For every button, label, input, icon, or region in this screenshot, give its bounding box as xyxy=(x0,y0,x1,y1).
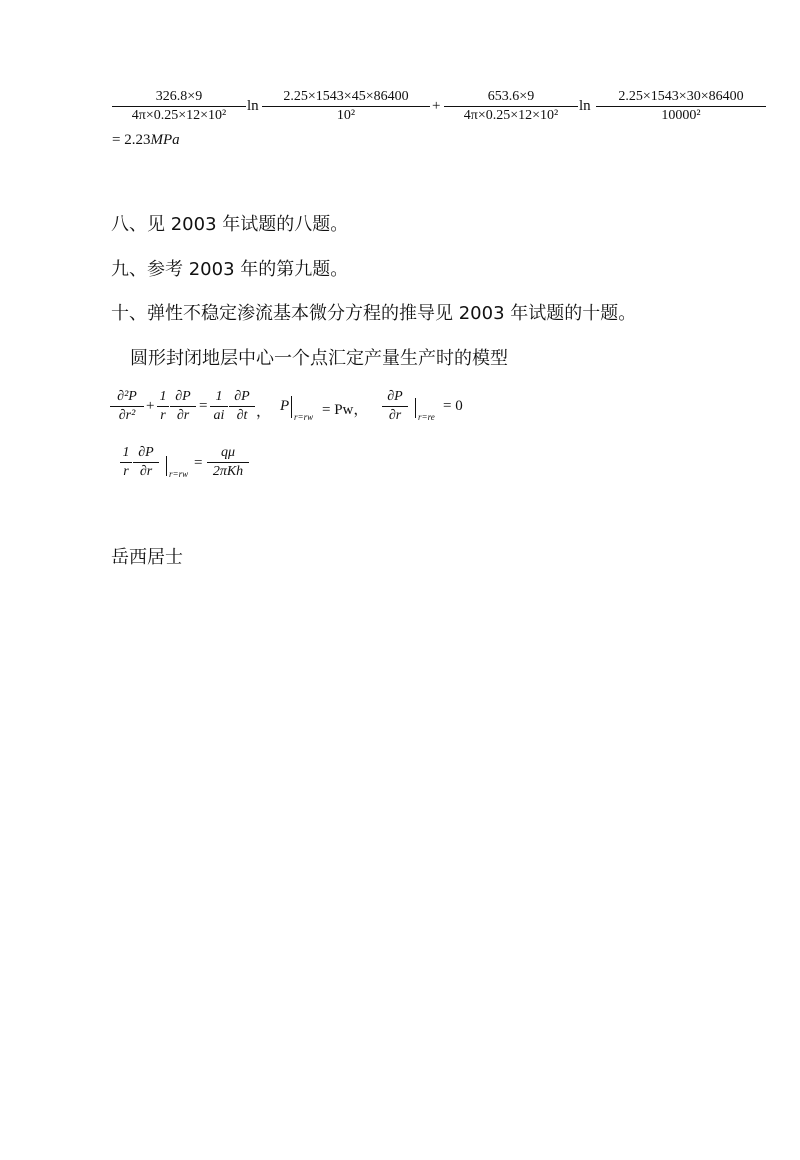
ln-operator-1: ln xyxy=(247,98,259,114)
one-over-r-num: 1 xyxy=(159,389,167,404)
bc3-dr: ∂r xyxy=(139,464,153,479)
model-equals: = xyxy=(199,398,208,414)
bc2-den: ∂r xyxy=(388,408,402,423)
one-over-ai-den: ai xyxy=(213,408,225,423)
dp2-num: ∂P xyxy=(234,389,250,404)
bc3-one: 1 xyxy=(122,445,130,460)
fraction-4-denominator: 10000² xyxy=(661,108,701,123)
dt-den: ∂t xyxy=(236,408,248,423)
d2p-dr2-fraction xyxy=(110,388,144,425)
result-unit: MPa xyxy=(150,132,180,148)
result-line xyxy=(112,132,180,149)
bc3-rhs-den: 2πKh xyxy=(212,464,244,479)
bc3-eval-bar xyxy=(166,456,167,476)
bc3-subscript: r=rw xyxy=(169,469,189,479)
signature: 岳西居士 xyxy=(111,547,183,568)
model-title: 圆形封闭地层中心一个点汇定产量生产时的模型 xyxy=(130,348,508,369)
fraction-3-numerator: 653.6×9 xyxy=(487,89,535,104)
one-over-ai-fraction xyxy=(210,388,228,425)
plus-operator: + xyxy=(432,98,441,114)
fraction-4-numerator: 2.25×1543×30×86400 xyxy=(618,89,744,104)
bc2-fraction xyxy=(382,388,408,425)
bc1-equals: = Pw， xyxy=(322,402,369,418)
one-over-r-fraction xyxy=(157,388,169,425)
fraction-2-numerator: 2.25×1543×45×86400 xyxy=(283,89,409,104)
result-value: = 2.23 xyxy=(112,132,151,148)
paragraph-9: 九、参考 2003 年的第九题。 xyxy=(111,259,349,280)
d2p-numerator: ∂²P xyxy=(117,389,137,404)
dp-dt-fraction xyxy=(229,388,255,425)
bc2-eval-bar xyxy=(415,398,416,418)
fraction-2 xyxy=(262,88,430,125)
dp-dr-fraction xyxy=(170,388,196,425)
ln-operator-2: ln xyxy=(579,98,591,114)
bc1-p: P xyxy=(280,398,290,414)
bc3-rhs-fraction xyxy=(207,444,249,481)
fraction-4 xyxy=(596,88,766,125)
one-over-ai-num: 1 xyxy=(215,389,223,404)
bc1-subscript: r=rw xyxy=(294,412,314,422)
dr-den: ∂r xyxy=(176,408,190,423)
paragraph-8: 八、见 2003 年试题的八题。 xyxy=(111,214,349,235)
model-comma: ， xyxy=(256,404,272,420)
fraction-3-denominator: 4π×0.25×12×10² xyxy=(463,108,559,123)
bc2-equals: = 0 xyxy=(443,398,463,414)
bc2-subscript: r=re xyxy=(418,412,435,422)
fraction-1-denominator: 4π×0.25×12×10² xyxy=(131,108,227,123)
bc3-rhs-num: qμ xyxy=(220,445,236,460)
dr2-denominator: ∂r² xyxy=(118,408,136,423)
model-plus: + xyxy=(146,398,155,414)
bc3-one-over-r xyxy=(120,444,132,481)
bc3-dp: ∂P xyxy=(138,445,154,460)
fraction-1 xyxy=(112,88,246,125)
fraction-1-numerator: 326.8×9 xyxy=(155,89,203,104)
one-over-r-den: r xyxy=(160,408,166,423)
fraction-3 xyxy=(444,88,578,125)
bc3-dp-dr xyxy=(133,444,159,481)
paragraph-10: 十、弹性不稳定渗流基本微分方程的推导见 2003 年试题的十题。 xyxy=(111,303,637,324)
bc3-r: r xyxy=(123,464,129,479)
bc1-eval-bar xyxy=(291,396,292,418)
bc3-equals: = xyxy=(194,455,203,471)
fraction-2-denominator: 10² xyxy=(336,108,356,123)
bc2-num: ∂P xyxy=(387,389,403,404)
dp-num: ∂P xyxy=(175,389,191,404)
